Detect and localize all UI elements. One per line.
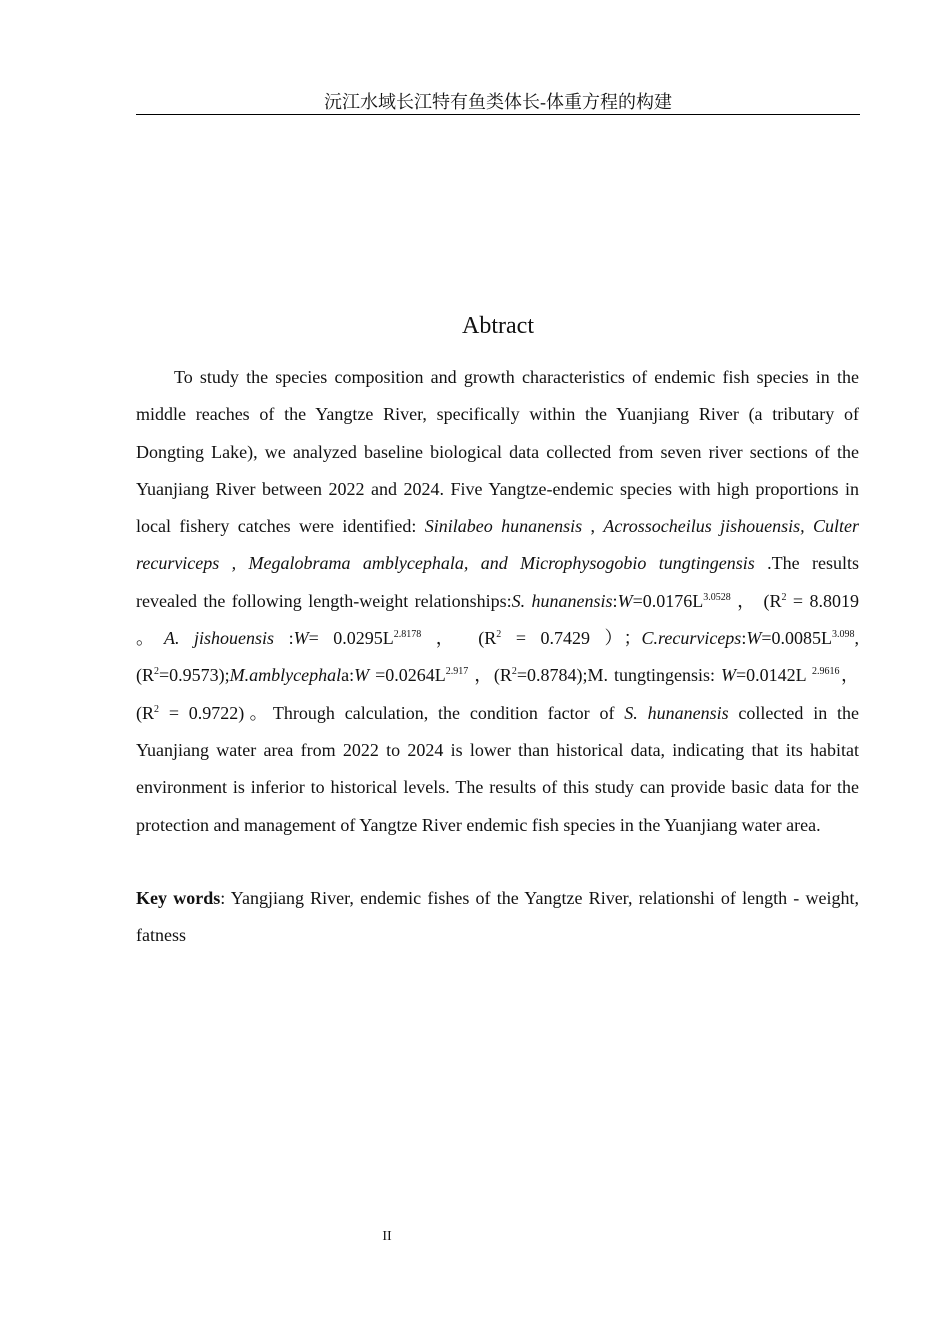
equation-text: =0.0264L bbox=[369, 665, 446, 686]
keywords-paragraph bbox=[136, 880, 859, 955]
exponent: 2 bbox=[154, 666, 159, 678]
exponent: 3.0528 bbox=[703, 591, 731, 603]
abstract-text: .The results revealed the following length-weight relationships: bbox=[136, 553, 859, 611]
abstract-text: ， (R bbox=[421, 628, 497, 649]
equation-text: = 0.0295L bbox=[308, 628, 394, 649]
abstract-text: ， (R bbox=[730, 590, 782, 611]
abstract-text: =0.8784);M. tungtingensis: bbox=[516, 665, 722, 686]
abstract-text: : bbox=[612, 590, 618, 611]
species-name: S. hunanensis bbox=[511, 590, 613, 611]
page-number: II bbox=[382, 1229, 392, 1244]
species-list: Acrossocheilus jishouensis, Culter recurviceps , Megalobrama amblycephala, and Microphysogobio tungtingensis bbox=[136, 516, 860, 574]
exponent: 2.917 bbox=[445, 666, 469, 678]
abstract-text: = 8.8019 。 bbox=[136, 590, 860, 649]
header-rule bbox=[136, 114, 860, 115]
weight-symbol: W bbox=[293, 628, 309, 649]
exponent: 2.9616 bbox=[812, 666, 840, 678]
exponent: 3.098 bbox=[832, 629, 855, 641]
weight-symbol: W bbox=[721, 665, 737, 686]
species-name: Sinilabeo hunanensis bbox=[424, 516, 583, 537]
abstract-text: = 0.9722)。Through calculation, the condition factor of bbox=[159, 702, 625, 723]
abstract-title: Abtract bbox=[462, 313, 534, 339]
exponent: 2 bbox=[496, 629, 502, 641]
exponent: 2.8178 bbox=[393, 629, 422, 641]
abstract-text: To study the species composition and growth characteristics of endemic fish species in the middle reaches of the Yangtze River, specifically within the Yuanjiang River (a tributary of Dongting Lake), we analyzed baseline biological data collected from seven river sections of the Yuanjiang River between 2022 and 2024. Five Yangtze-endemic species with high proportions in local fishery catches were identified: bbox=[136, 367, 859, 537]
weight-symbol: W bbox=[746, 628, 762, 649]
keywords-text: : Yangjiang River, endemic fishes of the Yangtze River, relationshi of length - weight, fatness bbox=[136, 888, 859, 946]
abstract-text: : bbox=[741, 628, 747, 649]
abstract-text: : bbox=[274, 628, 294, 649]
abstract-text: =0.9573); bbox=[159, 665, 230, 686]
weight-symbol: W bbox=[354, 665, 370, 686]
species-name: C.recurviceps bbox=[641, 628, 742, 649]
running-header: 沅江水域长江特有鱼类体长-体重方程的构建 bbox=[324, 92, 672, 112]
species-name: M.amblycephal bbox=[229, 665, 342, 686]
exponent: 2 bbox=[511, 666, 517, 678]
keywords-label: Key words bbox=[136, 888, 221, 908]
equation-text: =0.0176L bbox=[632, 590, 704, 611]
exponent: 2 bbox=[154, 703, 159, 715]
abstract-text: ，(R bbox=[468, 665, 512, 686]
equation-text: =0.0142L bbox=[736, 665, 813, 686]
abstract-paragraph bbox=[136, 359, 859, 844]
species-name: A. jishouensis bbox=[164, 628, 275, 649]
weight-symbol: W bbox=[617, 590, 633, 611]
species-name: S. hunanensis bbox=[624, 702, 729, 723]
abstract-text: , bbox=[582, 516, 604, 537]
abstract-text: ,(R bbox=[136, 628, 859, 686]
abstract-text: ， (R bbox=[136, 665, 860, 723]
equation-text: =0.0085L bbox=[761, 628, 832, 649]
exponent: 2 bbox=[781, 591, 787, 603]
abstract-text: collected in the Yuanjiang water area from 2022 to 2024 is lower than historical data, indicating that its habitat environment is inferior to historical levels. The results of this study can provide basic data for the protection and management of Yangtze River endemic fish species in the Yuanjiang water area. bbox=[136, 702, 860, 835]
abstract-text: = 0.7429 ）； bbox=[501, 628, 642, 649]
abstract-text: a: bbox=[341, 665, 355, 686]
